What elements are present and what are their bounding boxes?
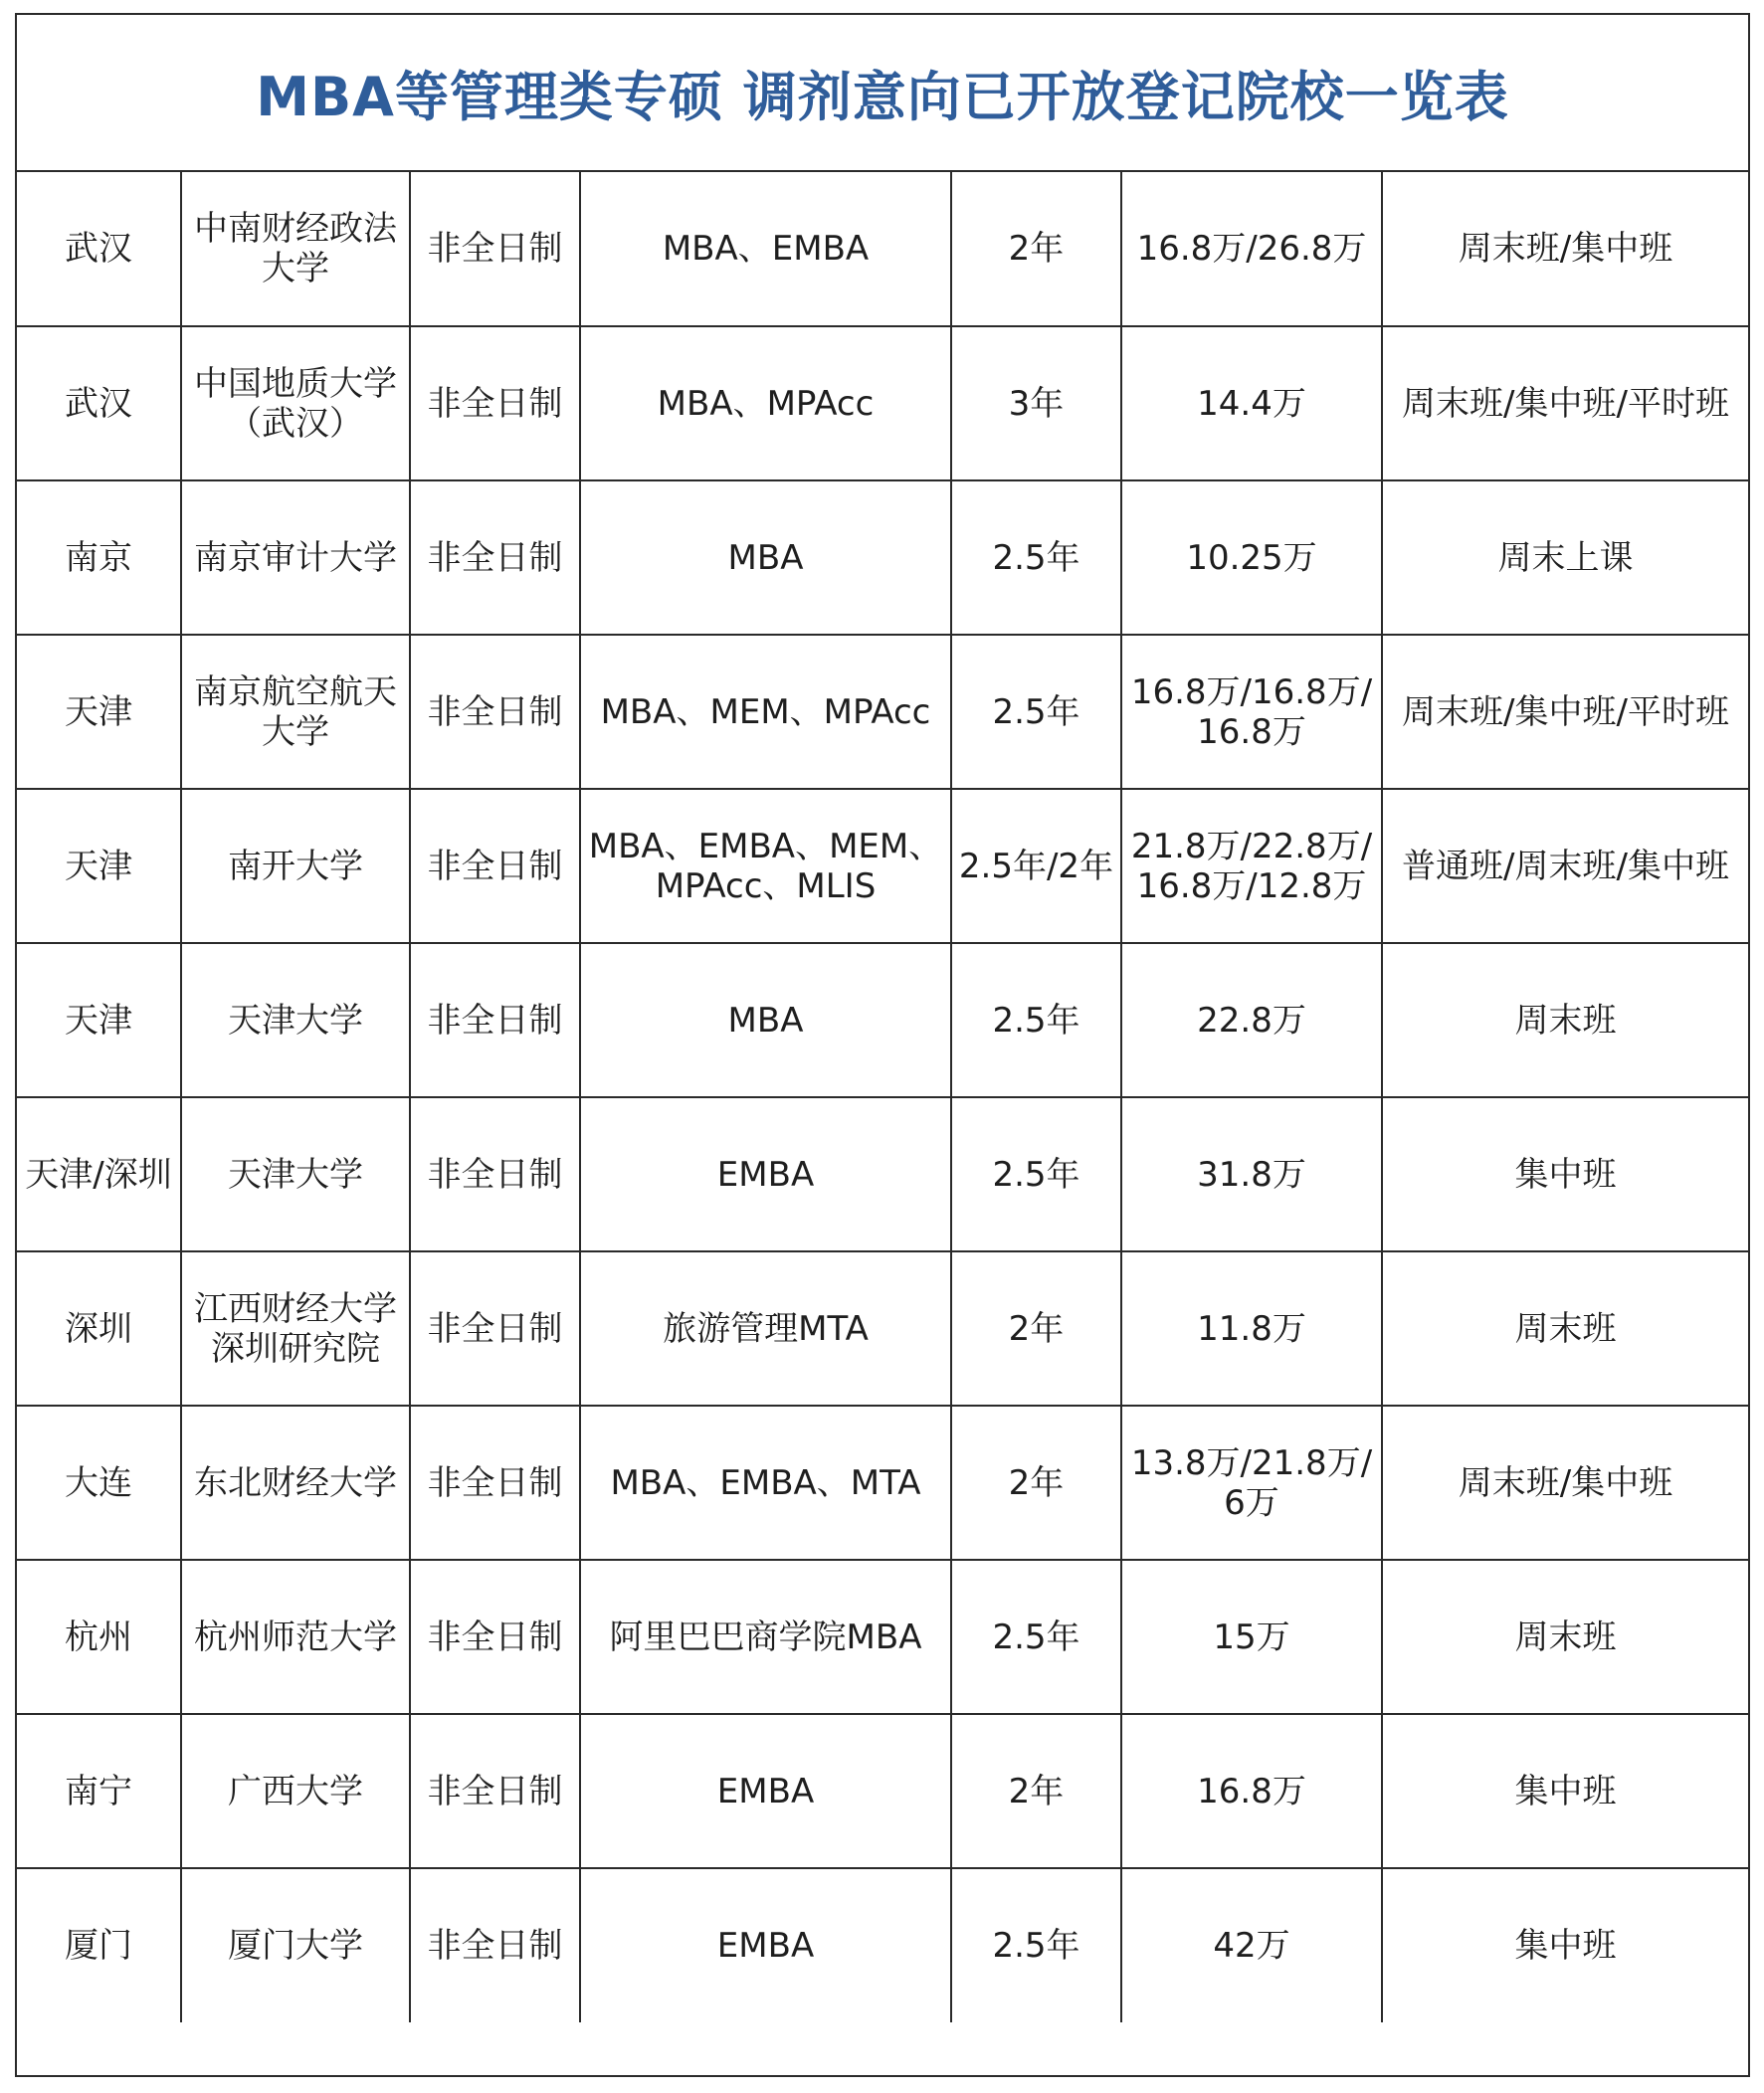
- class-type-cell: 集中班: [1382, 1868, 1748, 2022]
- table-row: [17, 1097, 1748, 1251]
- duration-cell: 2年: [951, 1406, 1121, 1560]
- class-type-cell: 周末班: [1382, 1251, 1748, 1406]
- tuition-fee-cell: 13.8万/21.8万/6万: [1121, 1406, 1382, 1560]
- table-row: [17, 789, 1748, 943]
- program-cell: MBA、EMBA: [580, 172, 951, 326]
- tuition-fee-cell: 16.8万: [1121, 1714, 1382, 1868]
- city-cell: 厦门: [17, 1868, 181, 2022]
- city-cell: 南宁: [17, 1714, 181, 1868]
- city-cell: 天津: [17, 789, 181, 943]
- school-cell: 江西财经大学深圳研究院: [181, 1251, 410, 1406]
- study-mode-cell: 非全日制: [410, 1406, 580, 1560]
- tuition-fee-cell: 22.8万: [1121, 943, 1382, 1097]
- school-cell: 厦门大学: [181, 1868, 410, 2022]
- tuition-fee-cell: 21.8万/22.8万/16.8万/12.8万: [1121, 789, 1382, 943]
- class-type-cell: 周末班/集中班/平时班: [1382, 326, 1748, 480]
- study-mode-cell: 非全日制: [410, 1868, 580, 2022]
- duration-cell: 2.5年: [951, 1097, 1121, 1251]
- table-row: [17, 1406, 1748, 1560]
- class-type-cell: 集中班: [1382, 1714, 1748, 1868]
- program-cell: MBA: [580, 480, 951, 635]
- tuition-fee-cell: 16.8万/16.8万/16.8万: [1121, 635, 1382, 789]
- program-cell: MBA、MEM、MPAcc: [580, 635, 951, 789]
- duration-cell: 2.5年: [951, 943, 1121, 1097]
- study-mode-cell: 非全日制: [410, 635, 580, 789]
- school-cell: 南京航空航天大学: [181, 635, 410, 789]
- city-cell: 武汉: [17, 172, 181, 326]
- school-cell: 天津大学: [181, 1097, 410, 1251]
- city-cell: 杭州: [17, 1560, 181, 1714]
- study-mode-cell: 非全日制: [410, 789, 580, 943]
- duration-cell: 2年: [951, 1251, 1121, 1406]
- table-row: [17, 1868, 1748, 2022]
- school-cell: 南京审计大学: [181, 480, 410, 635]
- table-row: [17, 326, 1748, 480]
- study-mode-cell: 非全日制: [410, 1251, 580, 1406]
- tuition-fee-cell: 42万: [1121, 1868, 1382, 2022]
- table-row: [17, 943, 1748, 1097]
- table-body: [17, 172, 1748, 2022]
- table-row: [17, 1560, 1748, 1714]
- duration-cell: 2年: [951, 172, 1121, 326]
- duration-cell: 2.5年: [951, 480, 1121, 635]
- city-cell: 大连: [17, 1406, 181, 1560]
- school-table: [17, 172, 1748, 2022]
- city-cell: 南京: [17, 480, 181, 635]
- school-cell: 广西大学: [181, 1714, 410, 1868]
- class-type-cell: 周末班: [1382, 1560, 1748, 1714]
- city-cell: 深圳: [17, 1251, 181, 1406]
- duration-cell: 2.5年: [951, 635, 1121, 789]
- table-row: [17, 635, 1748, 789]
- tuition-fee-cell: 14.4万: [1121, 326, 1382, 480]
- tuition-fee-cell: 16.8万/26.8万: [1121, 172, 1382, 326]
- school-cell: 东北财经大学: [181, 1406, 410, 1560]
- duration-cell: 2.5年: [951, 1868, 1121, 2022]
- city-cell: 天津: [17, 635, 181, 789]
- class-type-cell: 周末班/集中班/平时班: [1382, 635, 1748, 789]
- class-type-cell: 集中班: [1382, 1097, 1748, 1251]
- tuition-fee-cell: 10.25万: [1121, 480, 1382, 635]
- duration-cell: 2.5年/2年: [951, 789, 1121, 943]
- table-row: [17, 1251, 1748, 1406]
- study-mode-cell: 非全日制: [410, 1560, 580, 1714]
- school-cell: 南开大学: [181, 789, 410, 943]
- city-cell: 天津: [17, 943, 181, 1097]
- table-row: [17, 172, 1748, 326]
- program-cell: EMBA: [580, 1868, 951, 2022]
- study-mode-cell: 非全日制: [410, 326, 580, 480]
- school-cell: 中南财经政法大学: [181, 172, 410, 326]
- class-type-cell: 周末班/集中班: [1382, 172, 1748, 326]
- study-mode-cell: 非全日制: [410, 943, 580, 1097]
- duration-cell: 2年: [951, 1714, 1121, 1868]
- table-row: [17, 1714, 1748, 1868]
- city-cell: 天津/深圳: [17, 1097, 181, 1251]
- page-title: MBA等管理类专硕 调剂意向已开放登记院校一览表: [256, 65, 1509, 128]
- class-type-cell: 普通班/周末班/集中班: [1382, 789, 1748, 943]
- program-cell: 阿里巴巴商学院MBA: [580, 1560, 951, 1714]
- tuition-fee-cell: 11.8万: [1121, 1251, 1382, 1406]
- city-cell: 武汉: [17, 326, 181, 480]
- program-cell: MBA: [580, 943, 951, 1097]
- title-row: [17, 15, 1748, 172]
- table-row: [17, 480, 1748, 635]
- class-type-cell: 周末上课: [1382, 480, 1748, 635]
- school-list-sheet: [15, 13, 1750, 2077]
- class-type-cell: 周末班: [1382, 943, 1748, 1097]
- study-mode-cell: 非全日制: [410, 1714, 580, 1868]
- program-cell: 旅游管理MTA: [580, 1251, 951, 1406]
- study-mode-cell: 非全日制: [410, 480, 580, 635]
- school-cell: 天津大学: [181, 943, 410, 1097]
- program-cell: MBA、MPAcc: [580, 326, 951, 480]
- school-cell: 中国地质大学（武汉）: [181, 326, 410, 480]
- study-mode-cell: 非全日制: [410, 172, 580, 326]
- tuition-fee-cell: 15万: [1121, 1560, 1382, 1714]
- program-cell: EMBA: [580, 1714, 951, 1868]
- duration-cell: 3年: [951, 326, 1121, 480]
- study-mode-cell: 非全日制: [410, 1097, 580, 1251]
- duration-cell: 2.5年: [951, 1560, 1121, 1714]
- program-cell: EMBA: [580, 1097, 951, 1251]
- class-type-cell: 周末班/集中班: [1382, 1406, 1748, 1560]
- school-cell: 杭州师范大学: [181, 1560, 410, 1714]
- tuition-fee-cell: 31.8万: [1121, 1097, 1382, 1251]
- program-cell: MBA、EMBA、MTA: [580, 1406, 951, 1560]
- program-cell: MBA、EMBA、MEM、MPAcc、MLIS: [580, 789, 951, 943]
